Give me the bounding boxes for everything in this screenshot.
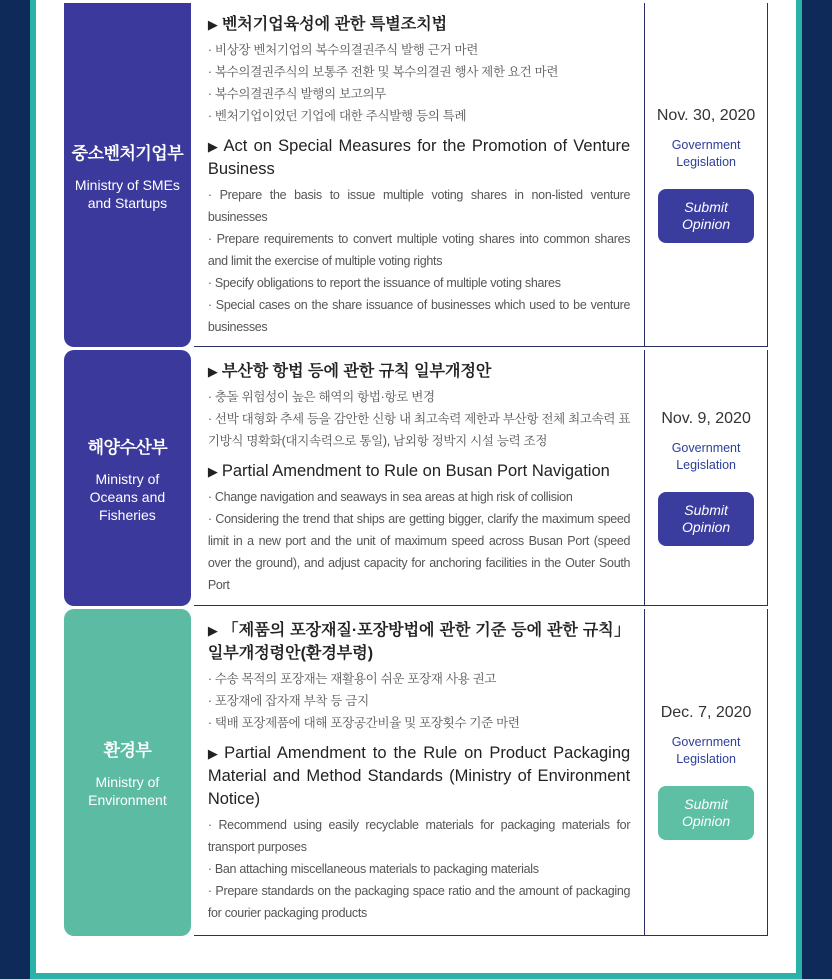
ministry-name-english: Ministry of SMEs and Startups <box>74 176 180 211</box>
legislation-list <box>64 3 768 936</box>
legislation-type-line: Legislation <box>676 154 736 169</box>
ministry-label <box>64 3 191 347</box>
korean-bullet: · 포장재에 잡자재 부착 등 금지 <box>207 694 369 708</box>
korean-bullet: · 택배 포장제품에 대해 포장공간비율 및 포장횟수 기준 마련 <box>207 716 520 730</box>
legislation-details <box>194 350 645 606</box>
korean-bullet: · 충돌 위험성이 높은 해역의 항법·항로 변경 <box>207 390 435 404</box>
english-title <box>208 135 630 181</box>
ministry-name-korean: 해양수산부 <box>87 437 168 457</box>
content-panel <box>36 0 796 973</box>
korean-bullet: · 비상장 벤처기업의 복수의결권주식 발행 근거 마련 <box>207 43 479 57</box>
english-bullet: · Recommend using easily recyclable materials for packaging materials for transport purposes <box>207 818 631 854</box>
english-title <box>208 460 630 483</box>
notice-date: Nov. 9, 2020 <box>661 409 751 427</box>
english-bullet: · Special cases on the share issuance of businesses which used to be venture businesses <box>207 298 631 334</box>
legislation-type <box>672 137 741 171</box>
english-bullet: · Considering the trend that ships are getting bigger, clarify the maximum speed limit in a new port and the unit of maximum speed across Busan Port (speed over the ground), and adjust capacity for anchoring facilities in the Outer South Port <box>207 512 631 592</box>
english-title <box>208 742 630 811</box>
button-label: Submit <box>684 198 728 215</box>
legislation-meta <box>645 3 768 347</box>
korean-title <box>208 13 630 36</box>
korean-title <box>208 360 630 383</box>
korean-bullet: · 선박 대형화 추세 등을 감안한 신항 내 최고속력 제한과 부산항 전체 최고속력 표기방식 명확화(대지속력으로 통일), 남외항 정박지 시설 능력 조정 <box>207 412 631 448</box>
legislation-type <box>672 734 741 768</box>
legislation-details <box>194 3 645 347</box>
submit-opinion-button[interactable] <box>658 189 754 243</box>
legislation-meta <box>645 609 768 936</box>
legislation-type <box>672 440 741 474</box>
korean-bullet: · 복수의결권주식 발행의 보고의무 <box>207 87 387 101</box>
english-bullet: · Prepare standards on the packaging space ratio and the amount of packaging for courier packaging products <box>207 884 631 920</box>
button-label: Opinion <box>681 813 731 829</box>
english-bullet: · Ban attaching miscellaneous materials to packaging materials <box>207 862 539 876</box>
ministry-name-english: Ministry of Oceans and Fisheries <box>89 470 166 523</box>
korean-bullet: · 복수의결권주식의 보통주 전환 및 복수의결권 행사 제한 요건 마련 <box>207 65 559 79</box>
legislation-meta <box>645 350 768 606</box>
notice-date: Nov. 30, 2020 <box>656 106 756 124</box>
legislation-type-line: Legislation <box>676 752 736 766</box>
legislation-row <box>64 350 768 606</box>
arrow-icon: ▶ <box>207 364 218 379</box>
english-bullet: · Specify obligations to report the issuance of multiple voting shares <box>207 276 561 290</box>
arrow-icon: ▶ <box>207 623 219 638</box>
korean-title-text: 「제품의 포장재질·포장방법에 관한 기준 등에 관한 규칙」 일부개정령안(환경부령) <box>207 622 631 662</box>
english-bullet: · Prepare the basis to issue multiple voting shares in non-listed venture businesses <box>207 188 631 224</box>
submit-opinion-button[interactable] <box>658 492 754 546</box>
korean-bullet: · 수송 목적의 포장재는 재활용이 쉬운 포장재 사용 권고 <box>207 672 497 686</box>
arrow-icon: ▶ <box>207 17 218 32</box>
button-label: Opinion <box>681 215 731 232</box>
korean-title-text: 부산항 항법 등에 관한 규칙 일부개정안 <box>221 363 492 380</box>
legislation-row <box>64 3 768 347</box>
ministry-name-english: Ministry of Environment <box>88 774 167 808</box>
korean-bullet: · 벤처기업이었던 기업에 대한 주식발행 등의 특례 <box>207 109 467 123</box>
button-label: Submit <box>684 796 728 812</box>
korean-title-text: 벤처기업육성에 관한 특별조치법 <box>221 16 448 33</box>
legislation-type-line: Government <box>671 440 741 455</box>
legislation-type-line: Government <box>671 137 741 152</box>
english-bullet: · Change navigation and seaways in sea areas at high risk of collision <box>207 490 573 504</box>
english-bullet: · Prepare requirements to convert multiple voting shares into common shares and limit the exercise of multiple voting rights <box>207 232 631 268</box>
english-title-text: Partial Amendment to the Rule on Product Packaging Material and Method Standards (Ministry of Environment Notice) <box>207 744 631 808</box>
legislation-row <box>64 609 768 936</box>
ministry-name-korean: 환경부 <box>103 741 152 760</box>
korean-title <box>208 619 630 665</box>
notice-date: Dec. 7, 2020 <box>660 704 752 721</box>
arrow-icon: ▶ <box>207 139 220 154</box>
arrow-icon: ▶ <box>207 746 221 761</box>
legislation-type-line: Government <box>671 735 741 749</box>
submit-opinion-button[interactable] <box>658 786 754 840</box>
ministry-label <box>64 350 191 606</box>
english-title-text: Act on Special Measures for the Promotion of Venture Business <box>207 137 631 178</box>
button-label: Submit <box>684 501 728 518</box>
arrow-icon: ▶ <box>207 464 218 479</box>
button-label: Opinion <box>681 518 731 535</box>
legislation-type-line: Legislation <box>676 457 736 472</box>
ministry-name-korean: 중소벤처기업부 <box>71 143 184 163</box>
ministry-label <box>64 609 191 936</box>
english-title-text: Partial Amendment to Rule on Busan Port Navigation <box>221 462 610 480</box>
legislation-details <box>194 609 645 936</box>
